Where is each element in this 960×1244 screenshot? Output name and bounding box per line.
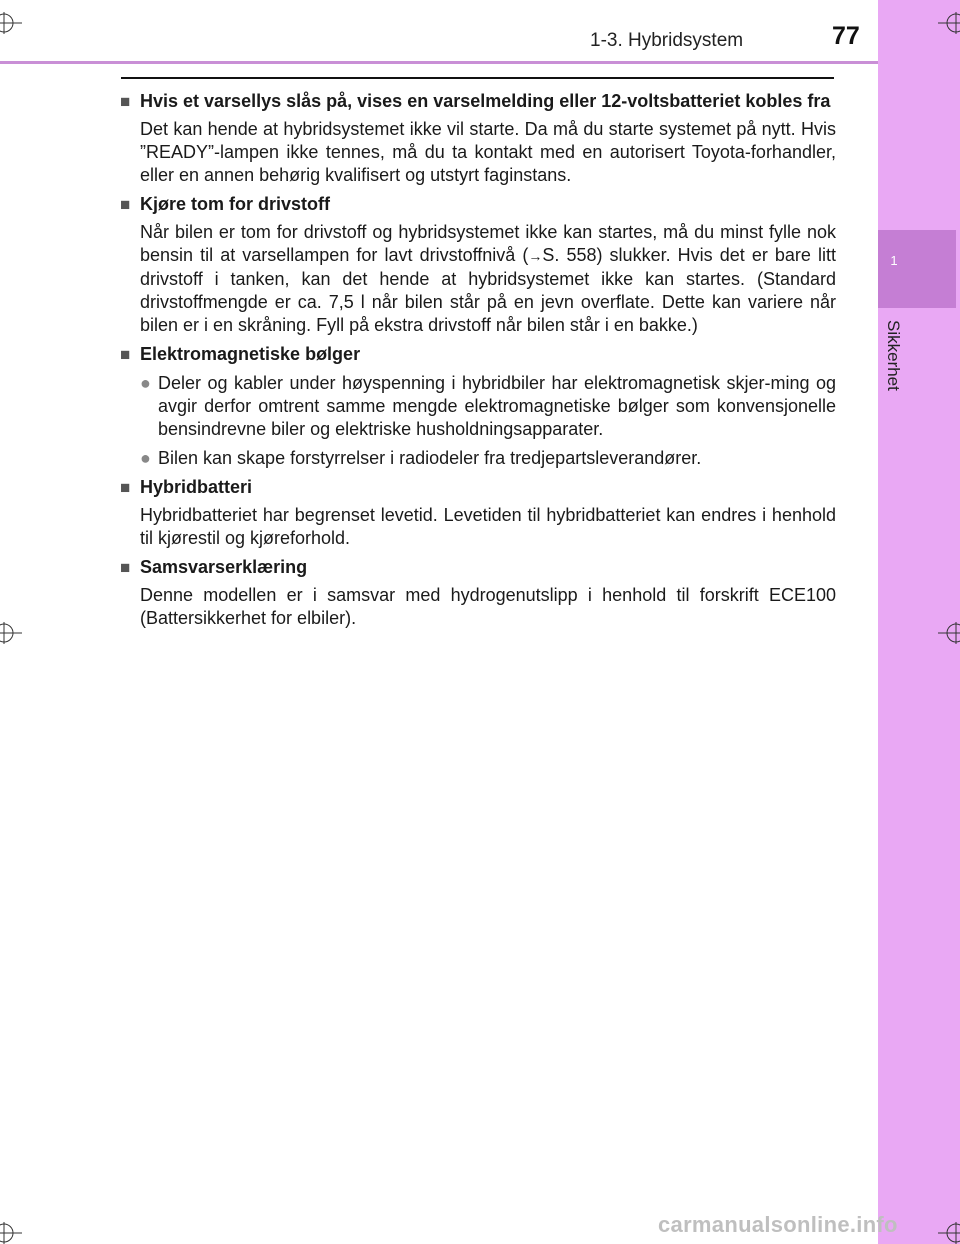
section-paragraph [140, 221, 836, 337]
square-bullet-icon: ■ [120, 92, 131, 111]
crop-mark-icon [938, 622, 960, 644]
page-number: 77 [832, 22, 860, 50]
chapter-number-box [878, 230, 956, 308]
arrow-right-icon: → [528, 248, 543, 264]
round-bullet-icon: ● [140, 448, 151, 468]
header-section-title: 1-3. Hybridsystem [590, 30, 744, 51]
section-heading: Samsvarserklæring [140, 557, 308, 577]
list-item-text: Deler og kabler under høyspenning i hybridbiler har elektromagnetisk skjer-ming og avgir derfor omtrent samme mengde elektromagnetiske bølger som konvensjonelle bensindrevne biler og elektriske husholdningsapparater. [158, 373, 836, 439]
section-hybrid-battery [120, 476, 836, 550]
square-bullet-icon: ■ [120, 195, 131, 214]
chapter-number: 1 [890, 253, 898, 268]
section-electromagnetic-waves [120, 343, 836, 470]
chapter-title: Sikkerhet [884, 320, 903, 391]
square-bullet-icon: ■ [120, 558, 131, 577]
section-paragraph: Denne modellen er i samsvar med hydrogenutslipp i henhold til forskrift ECE100 (Battersikkerhet for elbiler). [140, 585, 836, 628]
header-accent-line [0, 61, 878, 64]
section-paragraph: Hybridbatteriet har begrenset levetid. Levetiden til hybridbatteriet kan endres i henhold til kjørestil og kjøreforhold. [140, 505, 836, 548]
section-paragraph: Det kan hende at hybridsystemet ikke vil starte. Da må du starte systemet på nytt. Hvis ”READY”-lampen ikke tennes, må du ta kontakt med en autorisert Toyota-forhandler, eller en annen behørig kvalifisert og utstyrt faginstans. [140, 119, 836, 185]
crop-mark-icon [0, 1222, 22, 1244]
section-warning-light [120, 90, 836, 187]
section-out-of-fuel [120, 193, 836, 337]
section-heading: Kjøre tom for drivstoff [140, 194, 331, 214]
crop-mark-icon [938, 1222, 960, 1244]
square-bullet-icon: ■ [120, 345, 131, 364]
paragraph-text: ) slukker. Hvis det er bare litt drivstoff i tanken, kan det hende at hybridsystemet ikke kan startes. (Standard drivstoffmengde er ca. 7,5 l når bilen står på en jevn overflate. Dette kan variere når bilen er i en skråning. Fyll på ekstra drivstoff når bilen står i en bakke.) [140, 245, 837, 335]
crop-mark-icon [0, 12, 22, 34]
section-heading: Hybridbatteri [140, 477, 253, 497]
section-declaration-of-conformity [120, 556, 836, 630]
list-item [140, 447, 836, 470]
list-item-text: Bilen kan skape forstyrrelser i radiodeler fra tredjepartsleverandører. [158, 448, 702, 468]
crop-mark-icon [0, 622, 22, 644]
crop-mark-icon [938, 12, 960, 34]
watermark-text: carmanualsonline.info [658, 1212, 898, 1237]
page-reference-link[interactable]: S. 558 [542, 245, 597, 265]
content-top-rule [121, 77, 834, 79]
square-bullet-icon: ■ [120, 478, 131, 497]
section-heading: Elektromagnetiske bølger [140, 344, 361, 364]
page-content [120, 90, 836, 636]
paragraph-text: Når bilen er tom for drivstoff og hybridsystemet ikke kan startes, må du minst fylle nok bensin til at varsellampen for lavt drivstoffnivå ( [140, 222, 836, 265]
round-bullet-icon: ● [140, 373, 151, 393]
list-item [140, 372, 836, 441]
section-heading: Hvis et varsellys slås på, vises en varselmelding eller 12-voltsbatteriet kobles fra [140, 91, 831, 111]
